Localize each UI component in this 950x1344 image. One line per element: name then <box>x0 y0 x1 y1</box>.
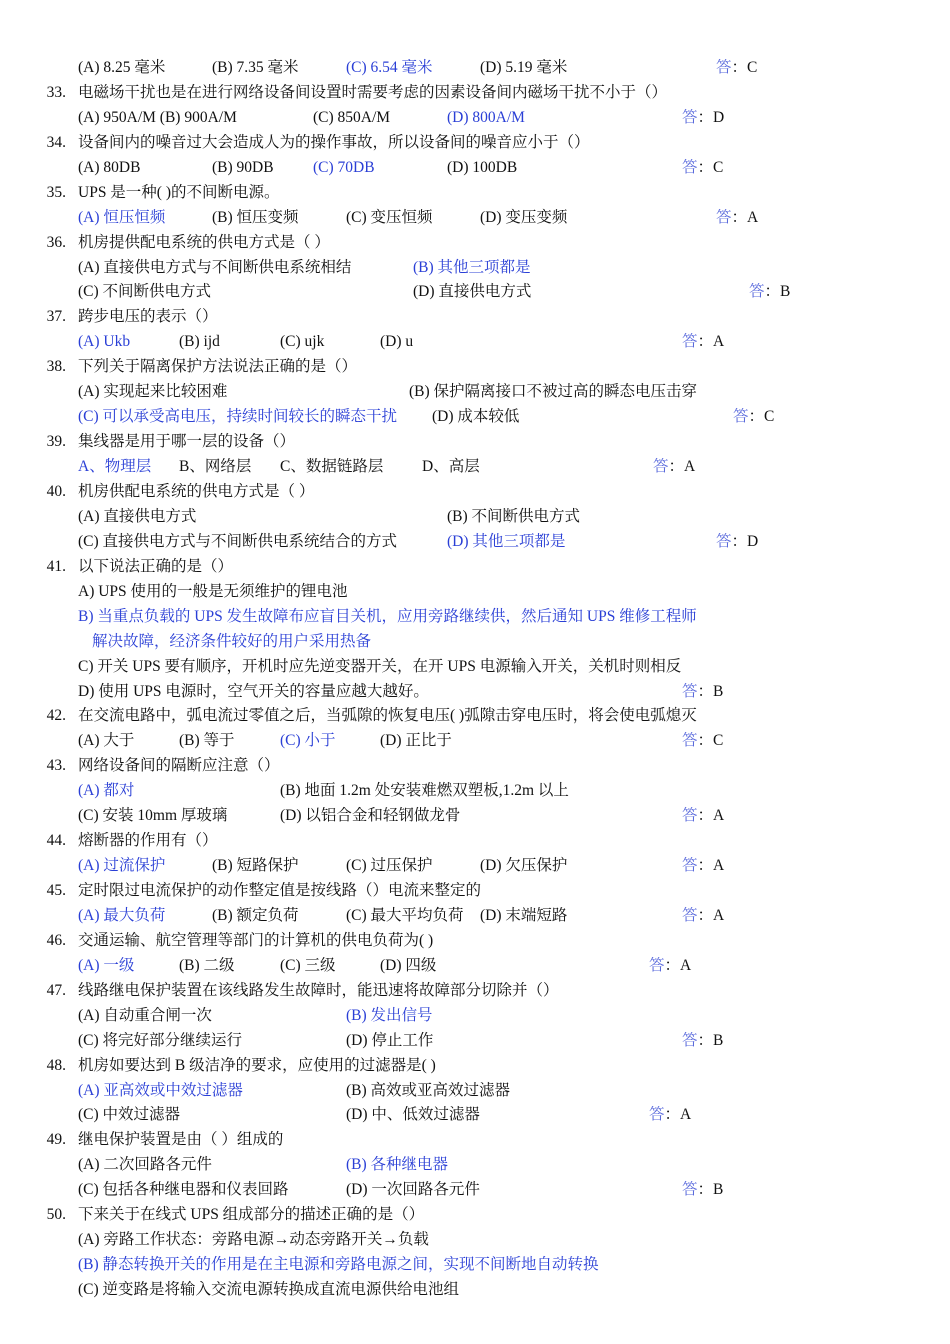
option-line <box>0 1102 950 1127</box>
correct-option: (A) 最大负荷 <box>78 906 166 924</box>
option-text: (C) 850A/M <box>313 108 391 126</box>
answer-label: 答 <box>649 956 665 974</box>
question-line <box>0 878 950 903</box>
question-line <box>0 1053 950 1078</box>
question-text: 继电保护装置是由（ ）组成的 <box>78 1131 284 1149</box>
correct-option: (A) 都对 <box>78 782 135 800</box>
option-text: (C) 逆变路是将输入交流电源转换成直流电源供给电池组 <box>78 1281 460 1299</box>
correct-option: (C) 可以承受高电压，持续时间较长的瞬态干扰 <box>78 408 398 426</box>
option-text: (A) 实现起来比较困难 <box>78 383 228 401</box>
option-line <box>0 604 950 629</box>
answer-value: A <box>680 956 692 974</box>
question-line <box>0 554 950 579</box>
answer-label: 答 <box>682 906 698 924</box>
option-text: (C) 三级 <box>280 956 336 974</box>
answer-key <box>682 155 723 180</box>
answer-value: C <box>764 408 775 426</box>
answer-value: A <box>713 807 725 825</box>
answer-label: 答 <box>682 158 698 176</box>
answer-key <box>649 953 691 978</box>
option-text: C、数据链路层 <box>280 458 384 476</box>
question-number: 43. <box>46 757 66 775</box>
question-number: 46. <box>46 931 66 949</box>
question-line <box>0 479 950 504</box>
answer-label: 答 <box>716 59 732 76</box>
answer-colon: ： <box>697 857 714 875</box>
answer-value: A <box>713 906 725 924</box>
option-text: (B) 短路保护 <box>212 857 299 875</box>
answer-label: 答 <box>682 1031 698 1049</box>
question-text: 网络设备间的隔断应注意（） <box>78 757 280 775</box>
option-text: (C) 安装 10mm 厚玻璃 <box>78 807 228 825</box>
option-line <box>0 1177 950 1202</box>
answer-key <box>682 903 724 928</box>
option-line <box>0 379 950 404</box>
answer-label: 答 <box>733 408 749 426</box>
option-text: (D) 欠压保护 <box>480 857 568 875</box>
question-number: 44. <box>46 832 66 850</box>
option-text: D) 使用 UPS 电源时，空气开关的容量应越大越好。 <box>78 682 429 700</box>
question-number: 34. <box>46 133 66 151</box>
option-line <box>0 404 950 429</box>
option-text: (A) 950A/M (B) 900A/M <box>78 108 237 126</box>
option-text: (B) 保护隔离接口不被过高的瞬态电压击穿 <box>409 383 698 401</box>
option-line <box>0 1078 950 1103</box>
question-text: 机房供配电系统的供电方式是（ ） <box>78 482 315 500</box>
answer-label: 答 <box>716 208 732 226</box>
answer-label: 答 <box>749 283 765 301</box>
option-line <box>0 953 950 978</box>
option-text: (A) 直接供电方式 <box>78 507 197 525</box>
question-line <box>0 928 950 953</box>
answer-colon: ： <box>664 1106 681 1124</box>
question-text: 下列关于隔离保护方法说法正确的是（） <box>78 358 358 376</box>
option-line <box>0 654 950 679</box>
answer-value: D <box>747 532 759 550</box>
option-line <box>0 255 950 280</box>
correct-option: (B) 其他三项都是 <box>413 258 531 276</box>
option-line <box>0 1227 950 1252</box>
option-text: (B) 额定负荷 <box>212 906 299 924</box>
answer-colon: ： <box>697 1181 714 1199</box>
correct-option: (A) 恒压恒频 <box>78 208 166 226</box>
question-text: 交通运输、航空管理等部门的计算机的供电负荷为( ) <box>78 931 434 949</box>
answer-key <box>716 529 758 554</box>
question-text: 跨步电压的表示（） <box>78 308 218 326</box>
option-line <box>0 205 950 230</box>
option-line <box>0 778 950 803</box>
option-line <box>0 803 950 828</box>
answer-colon: ： <box>731 208 748 226</box>
option-text: (D) 5.19 毫米 <box>480 59 568 76</box>
question-number: 50. <box>46 1206 66 1224</box>
question-number: 41. <box>46 557 66 575</box>
question-line <box>0 1127 950 1152</box>
answer-key <box>682 803 724 828</box>
option-text: (B) 90DB <box>212 158 274 176</box>
question-number: 37. <box>46 308 66 326</box>
option-text: B、网络层 <box>179 458 252 476</box>
answer-value: B <box>713 1181 724 1199</box>
question-text: UPS 是一种( )的不间断电源。 <box>78 183 280 201</box>
answer-value: A <box>713 333 725 351</box>
question-line <box>0 130 950 155</box>
option-line <box>0 329 950 354</box>
answer-key <box>649 1102 691 1127</box>
answer-value: A <box>747 208 759 226</box>
answer-value: C <box>713 158 724 176</box>
question-line <box>0 828 950 853</box>
option-text: (C) 过压保护 <box>346 857 433 875</box>
answer-colon: ： <box>697 333 714 351</box>
answer-colon: ： <box>664 956 681 974</box>
option-text: (B) ijd <box>179 333 220 351</box>
question-text: 设备间内的噪音过大会造成人为的操作事故，所以设备间的噪音应小于（） <box>78 133 590 151</box>
option-line <box>0 279 950 304</box>
option-text: (A) 80DB <box>78 158 141 176</box>
correct-option: (A) Ukb <box>78 333 131 351</box>
option-text: (C) ujk <box>280 333 325 351</box>
answer-colon: ： <box>697 682 714 700</box>
question-number: 39. <box>46 433 66 451</box>
answer-key <box>733 404 774 429</box>
question-line <box>0 978 950 1003</box>
correct-option: (C) 70DB <box>313 158 375 176</box>
answer-label: 答 <box>682 807 698 825</box>
answer-key <box>716 205 758 230</box>
answer-key <box>653 454 695 479</box>
question-line <box>0 703 950 728</box>
option-text: (D) 正比于 <box>380 732 452 750</box>
question-number: 33. <box>46 83 66 101</box>
question-number: 36. <box>46 233 66 251</box>
answer-key <box>682 679 723 704</box>
question-text: 线路继电保护装置在该线路发生故障时，能迅速将故障部分切除并（） <box>78 981 559 999</box>
option-text: (D) 直接供电方式 <box>413 283 532 301</box>
option-text: (B) 不间断供电方式 <box>447 507 581 525</box>
option-line <box>0 1028 950 1053</box>
answer-colon: ： <box>731 532 748 550</box>
option-line <box>0 155 950 180</box>
option-text: (D) 以铝合金和轻钢做龙骨 <box>280 807 461 825</box>
option-text: (A) 大于 <box>78 732 135 750</box>
answer-key <box>716 55 757 80</box>
question-line <box>0 180 950 205</box>
correct-option: (C) 6.54 毫米 <box>346 59 433 76</box>
option-text: (C) 包括各种继电器和仪表回路 <box>78 1181 289 1199</box>
option-text: C) 开关 UPS 要有顺序，开机时应先逆变器开关，在开 UPS 电源输入开关，关机时则相反 <box>78 657 682 675</box>
correct-option: (A) 亚高效或中效过滤器 <box>78 1081 243 1099</box>
answer-colon: ： <box>697 807 714 825</box>
answer-colon: ： <box>697 158 714 176</box>
question-line <box>0 304 950 329</box>
option-line <box>0 55 950 80</box>
option-text: (C) 将完好部分继续运行 <box>78 1031 243 1049</box>
answer-label: 答 <box>653 458 669 476</box>
question-number: 35. <box>46 183 66 201</box>
option-line <box>0 1252 950 1277</box>
answer-label: 答 <box>682 857 698 875</box>
answer-label: 答 <box>682 682 698 700</box>
question-text: 以下说法正确的是（） <box>78 557 234 575</box>
option-text: A) UPS 使用的一般是无须维护的锂电池 <box>78 582 348 600</box>
correct-option: (B) 发出信号 <box>346 1006 433 1024</box>
question-number: 47. <box>46 981 66 999</box>
answer-colon: ： <box>668 458 685 476</box>
option-text: (D) 停止工作 <box>346 1031 434 1049</box>
option-text: (B) 地面 1.2m 处安装难燃双塑板,1.2m 以上 <box>280 782 569 800</box>
question-line <box>0 429 950 454</box>
question-line <box>0 230 950 255</box>
question-line <box>0 80 950 105</box>
option-text: (B) 恒压变频 <box>212 208 299 226</box>
option-text: (C) 直接供电方式与不间断供电系统结合的方式 <box>78 532 398 550</box>
correct-option: B) 当重点负载的 UPS 发生故障布应盲目关机，应用旁路继续供，然后通知 UPS 维修工程师 <box>78 607 697 625</box>
answer-label: 答 <box>682 1181 698 1199</box>
answer-label: 答 <box>682 333 698 351</box>
option-text: (B) 7.35 毫米 <box>212 59 299 76</box>
correct-option: A、物理层 <box>78 458 152 476</box>
answer-value: B <box>780 283 791 301</box>
option-line <box>0 853 950 878</box>
option-text: (A) 自动重合闸一次 <box>78 1006 212 1024</box>
question-text: 定时限过电流保护的动作整定值是按线路（）电流来整定的 <box>78 882 482 900</box>
option-line <box>0 1277 950 1302</box>
answer-key <box>682 853 724 878</box>
question-text: 在交流电路中，弧电流过零值之后，当弧隙的恢复电压( )弧隙击穿电压时，将会使电弧熄灭 <box>78 707 697 725</box>
question-text: 集线器是用于哪一层的设备（） <box>78 433 296 451</box>
correct-option: (C) 小于 <box>280 732 336 750</box>
option-text: (B) 二级 <box>179 956 235 974</box>
option-text: (C) 不间断供电方式 <box>78 283 212 301</box>
answer-value: B <box>713 1031 724 1049</box>
option-text: (D) 一次回路各元件 <box>346 1181 480 1199</box>
option-text: (A) 二次回路各元件 <box>78 1156 212 1174</box>
option-line <box>0 1152 950 1177</box>
option-text: (C) 中效过滤器 <box>78 1106 181 1124</box>
answer-value: A <box>713 857 725 875</box>
answer-key <box>682 329 724 354</box>
question-text: 机房如要达到 B 级洁净的要求，应使用的过滤器是( ) <box>78 1056 436 1074</box>
answer-key <box>682 1177 723 1202</box>
answer-colon: ： <box>697 732 714 750</box>
option-text: (D) 中、低效过滤器 <box>346 1106 480 1124</box>
answer-colon: ： <box>697 906 714 924</box>
correct-option: (D) 800A/M <box>447 108 525 126</box>
answer-value: A <box>684 458 696 476</box>
question-number: 38. <box>46 358 66 376</box>
answer-value: D <box>713 108 725 126</box>
answer-key <box>682 728 723 753</box>
answer-value: B <box>713 682 724 700</box>
option-line <box>0 629 950 654</box>
option-text: (B) 高效或亚高效过滤器 <box>346 1081 511 1099</box>
question-line <box>0 1202 950 1227</box>
option-line <box>0 454 950 479</box>
correct-option: (D) 其他三项都是 <box>447 532 566 550</box>
option-text: (A) 旁路工作状态：旁路电源→动态旁路开关→负载 <box>78 1231 429 1249</box>
question-line <box>0 354 950 379</box>
option-text: (C) 变压恒频 <box>346 208 433 226</box>
question-text: 下来关于在线式 UPS 组成部分的描述正确的是（） <box>78 1206 425 1224</box>
correct-option: (B) 静态转换开关的作用是在主电源和旁路电源之间，实现不间断地自动转换 <box>78 1256 599 1274</box>
answer-key <box>749 279 790 304</box>
question-text: 熔断器的作用有（） <box>78 832 218 850</box>
option-line <box>0 579 950 604</box>
option-text: (C) 最大平均负荷 <box>346 906 464 924</box>
answer-value: C <box>713 732 724 750</box>
answer-key <box>682 1028 723 1053</box>
question-number: 42. <box>46 707 66 725</box>
option-line <box>0 529 950 554</box>
answer-value: A <box>680 1106 692 1124</box>
question-number: 49. <box>46 1131 66 1149</box>
option-text: (D) 变压变频 <box>480 208 568 226</box>
answer-value: C <box>747 59 758 76</box>
answer-colon: ： <box>697 108 714 126</box>
option-line <box>0 728 950 753</box>
option-line <box>0 1003 950 1028</box>
question-number: 48. <box>46 1056 66 1074</box>
option-line <box>0 903 950 928</box>
answer-key <box>682 105 724 130</box>
option-text: D、高层 <box>422 458 480 476</box>
option-text: (D) 末端短路 <box>480 906 568 924</box>
question-number: 40. <box>46 482 66 500</box>
question-line <box>0 753 950 778</box>
answer-label: 答 <box>682 732 698 750</box>
correct-option: (A) 过流保护 <box>78 857 166 875</box>
option-text: (D) 成本较低 <box>432 408 520 426</box>
option-text: (D) 100DB <box>447 158 518 176</box>
question-number: 45. <box>46 882 66 900</box>
answer-label: 答 <box>716 532 732 550</box>
option-text: (A) 8.25 毫米 <box>78 59 166 76</box>
option-line <box>0 504 950 529</box>
option-line <box>0 105 950 130</box>
correct-option: (B) 各种继电器 <box>346 1156 449 1174</box>
answer-label: 答 <box>682 108 698 126</box>
option-line <box>0 679 950 704</box>
answer-label: 答 <box>649 1106 665 1124</box>
option-text: (D) u <box>380 333 414 351</box>
answer-colon: ： <box>731 59 748 76</box>
option-text: (A) 直接供电方式与不间断供电系统相结 <box>78 258 352 276</box>
option-text: (B) 等于 <box>179 732 235 750</box>
correct-option: 解决故障，经济条件较好的用户采用热备 <box>92 632 372 650</box>
correct-option: (A) 一级 <box>78 956 135 974</box>
answer-colon: ： <box>748 408 765 426</box>
question-text: 电磁场干扰也是在进行网络设备间设置时需要考虑的因素设备间内磁场干扰不小于（） <box>78 83 668 101</box>
option-text: (D) 四级 <box>380 956 437 974</box>
answer-colon: ： <box>697 1031 714 1049</box>
answer-colon: ： <box>764 283 781 301</box>
question-text: 机房提供配电系统的供电方式是（ ） <box>78 233 330 251</box>
